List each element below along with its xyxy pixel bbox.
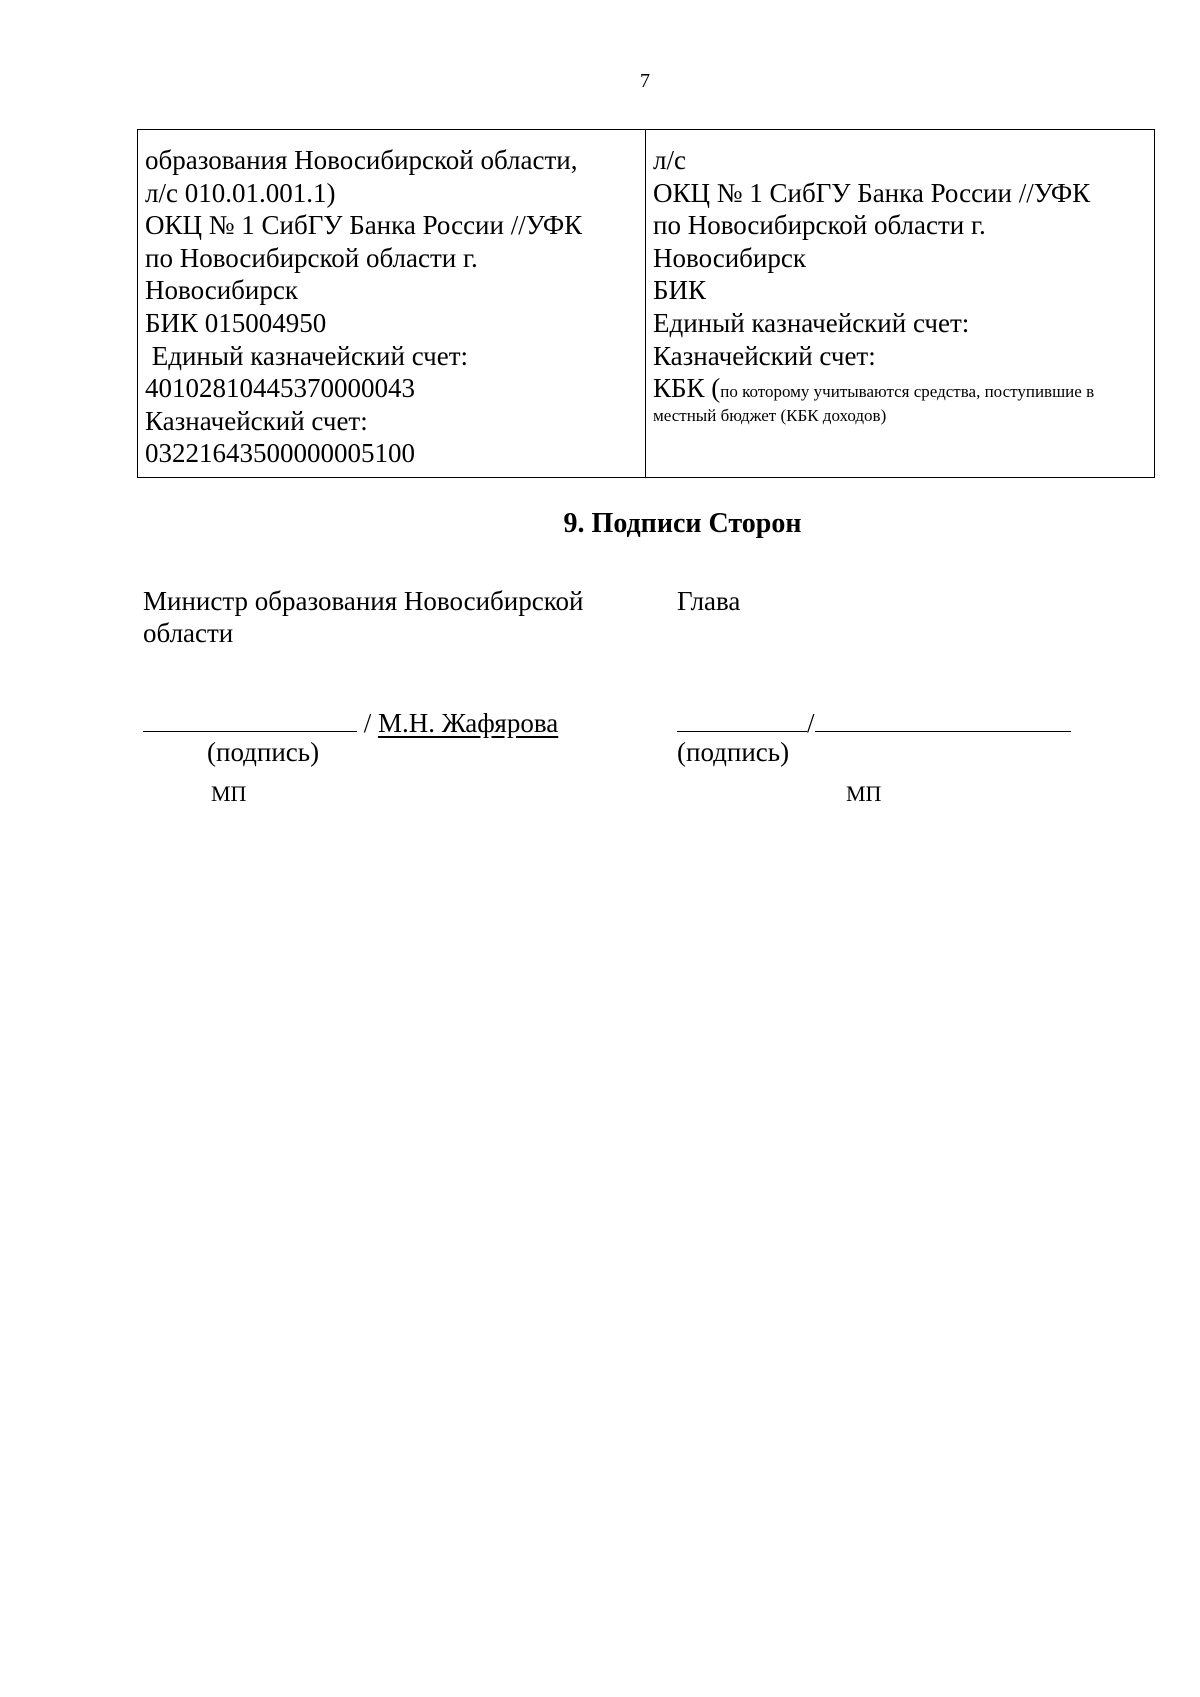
requisites-line: Новосибирск bbox=[145, 275, 298, 306]
requisites-line: БИК 015004950 bbox=[145, 307, 327, 338]
section-title: 9. Подписи Сторон bbox=[563, 508, 802, 539]
requisites-right-column bbox=[646, 130, 1154, 477]
page-number: 7 bbox=[640, 70, 650, 92]
requisites-line: л/с bbox=[653, 145, 686, 175]
right-signature-line bbox=[677, 705, 1071, 739]
requisites-line: Единый казначейский счет: bbox=[145, 340, 468, 371]
requisites-line: Казначейский счет: bbox=[653, 340, 876, 371]
requisites-line: 03221643500000005100 bbox=[145, 438, 415, 469]
requisites-line: ОКЦ № 1 СибГУ Банка России //УФК bbox=[145, 210, 583, 241]
requisites-line: Казначейский счет: bbox=[145, 405, 368, 436]
requisites-left-column bbox=[138, 130, 646, 477]
name-blank bbox=[815, 705, 1071, 732]
requisites-line: по Новосибирской области г. bbox=[653, 210, 986, 241]
kbk-note: по которому учитываются средства, поступившие в местный бюджет (КБК доходов) bbox=[653, 382, 1095, 426]
kbk-label: КБК ( bbox=[653, 373, 721, 404]
requisites-line: по Новосибирской области г. bbox=[145, 242, 478, 273]
right-party-title: Глава bbox=[677, 586, 741, 616]
right-stamp-label: МП bbox=[846, 781, 882, 806]
left-party-title: Министр образования Новосибирской области bbox=[143, 586, 584, 648]
signature-separator: / bbox=[807, 708, 815, 738]
requisites-line: Новосибирск bbox=[653, 242, 806, 273]
requisites-line: ОКЦ № 1 СибГУ Банка России //УФК bbox=[653, 177, 1091, 208]
signature-separator: / bbox=[357, 708, 379, 738]
left-signature-caption: (подпись) bbox=[207, 737, 320, 767]
left-stamp-label: МП bbox=[211, 781, 247, 806]
requisites-line: БИК bbox=[653, 275, 707, 306]
signatory-name: М.Н. Жафярова bbox=[378, 708, 559, 738]
left-signature-line bbox=[143, 705, 558, 739]
requisites-line: 40102810445370000043 bbox=[145, 373, 415, 404]
right-signature-caption: (подпись) bbox=[677, 737, 790, 767]
signature-blank bbox=[677, 705, 807, 732]
signature-blank bbox=[143, 705, 357, 732]
requisites-line: Единый казначейский счет: bbox=[653, 307, 970, 338]
kbk-line bbox=[653, 372, 1147, 428]
requisites-line: образования Новосибирской области, bbox=[145, 145, 578, 175]
requisites-table bbox=[137, 129, 1155, 478]
requisites-line: л/с 010.01.001.1) bbox=[145, 177, 336, 208]
